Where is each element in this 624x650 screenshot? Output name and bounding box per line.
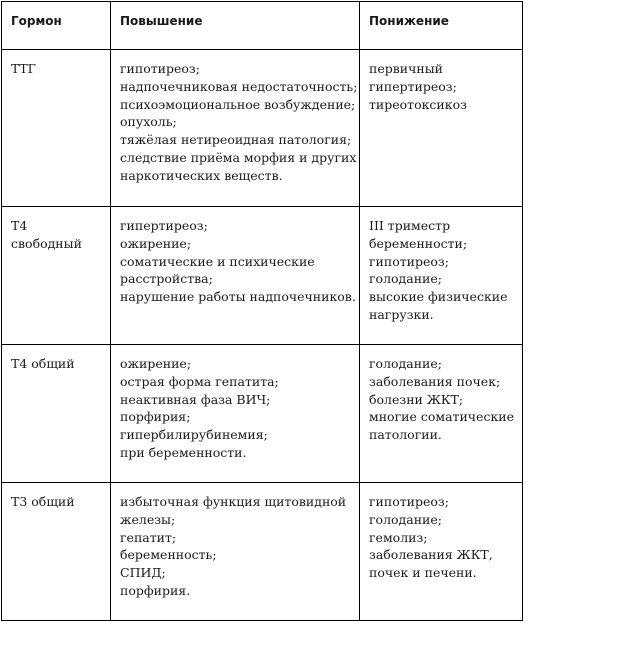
increase-item: расстройства; (120, 271, 213, 287)
increase-cell (111, 207, 360, 345)
decrease-item: голодание; (369, 511, 442, 527)
decrease-item: почек и печени. (369, 565, 477, 581)
table-row (2, 50, 523, 207)
table-row (2, 345, 523, 483)
header-hormone: Гормон (2, 2, 111, 50)
table-row (2, 483, 523, 621)
increase-item: избыточная функция щитовидной (120, 494, 347, 509)
increase-item: острая форма гепатита; (120, 373, 279, 389)
hormone-cell (2, 207, 111, 345)
increase-item: порфирия. (120, 582, 191, 598)
decrease-item: гипотиреоз; (369, 494, 449, 509)
table-header-row (2, 2, 523, 50)
increase-item: наркотических веществ. (120, 167, 283, 183)
increase-item: гепатит; (120, 529, 177, 545)
increase-item: железы; (120, 511, 176, 527)
increase-item: ожирение; (120, 235, 192, 251)
decrease-item: патологии. (369, 427, 442, 443)
decrease-item: болезни ЖКТ; (369, 391, 464, 407)
decrease-item: голодание; (369, 356, 442, 371)
increase-cell (111, 345, 360, 483)
increase-item: надпочечниковая недостаточность; (120, 78, 358, 94)
increase-item: соматические и психические (120, 253, 315, 269)
decrease-item: высокие физические (369, 289, 508, 305)
decrease-item: гемолиз; (369, 529, 428, 545)
decrease-item: первичный (369, 61, 443, 76)
hormone-name: Т4 общий (11, 356, 75, 371)
hormone-name: Т4 (11, 218, 28, 233)
decrease-item: голодание; (369, 271, 442, 287)
increase-item: гипотиреоз; (120, 61, 200, 76)
increase-item: порфирия; (120, 409, 191, 425)
header-increase: Повышение (111, 2, 360, 50)
decrease-item: гипертиреоз; (369, 78, 457, 94)
increase-item: неактивная фаза ВИЧ; (120, 391, 271, 407)
hormone-table (1, 1, 523, 621)
increase-item: тяжёлая нетиреоидная патология; (120, 132, 352, 148)
hormone-cell (2, 483, 111, 621)
increase-cell (111, 483, 360, 621)
decrease-item: заболевания ЖКТ, (369, 547, 493, 563)
increase-item: гипертиреоз; (120, 218, 208, 233)
hormone-name: Т3 общий (11, 494, 75, 509)
hormone-name-qualifier: свободный (11, 235, 82, 251)
decrease-item: беременности; (369, 235, 468, 251)
decrease-item: гипотиреоз; (369, 253, 449, 269)
increase-item: гипербилирубинемия; (120, 427, 268, 443)
decrease-item: III триместр (369, 218, 451, 233)
decrease-cell (360, 50, 523, 207)
hormone-name: ТТГ (11, 61, 36, 76)
header-decrease: Понижение (360, 2, 523, 50)
increase-item: нарушение работы надпочечников. (120, 289, 356, 305)
increase-cell (111, 50, 360, 207)
increase-item: ожирение; (120, 356, 192, 371)
increase-item: опухоль; (120, 114, 177, 130)
increase-item: при беременности. (120, 444, 247, 460)
decrease-item: нагрузки. (369, 306, 434, 322)
increase-item: беременность; (120, 547, 217, 563)
increase-item: СПИД; (120, 565, 166, 581)
table-row (2, 207, 523, 345)
increase-item: следствие приёма морфия и других (120, 149, 357, 165)
hormone-cell (2, 50, 111, 207)
increase-item: психоэмоциональное возбуждение; (120, 96, 356, 112)
decrease-item: тиреотоксикоз (369, 96, 467, 112)
hormone-cell (2, 345, 111, 483)
decrease-cell (360, 483, 523, 621)
decrease-cell (360, 345, 523, 483)
decrease-item: многие соматические (369, 409, 514, 425)
decrease-item: заболевания почек; (369, 373, 501, 389)
decrease-cell (360, 207, 523, 345)
